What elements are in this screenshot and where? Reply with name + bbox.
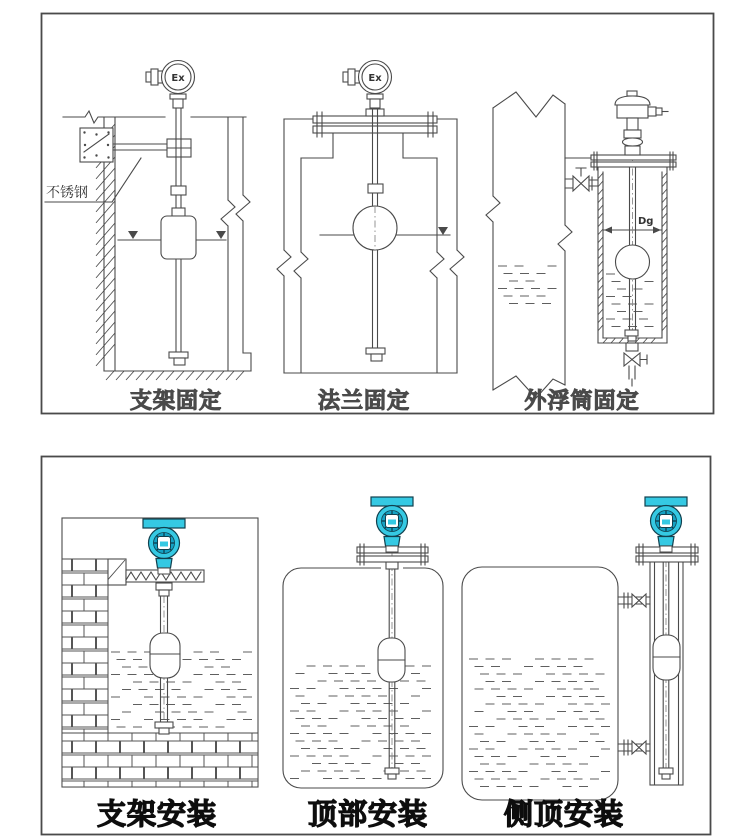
float (353, 206, 397, 250)
float (378, 638, 405, 682)
stem-coupling (171, 186, 186, 195)
figure-bracket-install (62, 518, 258, 787)
tank (283, 568, 443, 788)
caption-external-chamber-fixing: 外浮筒固定 (524, 389, 640, 414)
figure-flange-fixing (277, 61, 464, 374)
transmitter-head (343, 61, 392, 109)
upper-pipe-valve (618, 593, 650, 608)
float (161, 208, 196, 259)
transmitter-head (146, 61, 195, 109)
float (616, 245, 650, 279)
ex-label: Ex (368, 73, 382, 84)
figure-side-top-install (462, 497, 698, 800)
svg-text:不锈钢: 不锈钢 (46, 185, 88, 201)
transmitter-head (615, 91, 668, 155)
lower-pipe-valve (618, 740, 650, 755)
wall-top-line (63, 111, 165, 123)
stem-foot (169, 352, 188, 365)
figure-top-install (283, 497, 443, 788)
stem-foot (155, 722, 173, 734)
ground-hatch (104, 371, 251, 380)
water (111, 652, 252, 727)
water (290, 666, 431, 779)
figure-bracket-fixing (45, 61, 251, 381)
stem-foot (366, 348, 385, 361)
bracket-plate (80, 128, 113, 162)
mounting-shelf (108, 559, 204, 596)
float (150, 633, 180, 678)
figure-external-chamber-fixing (486, 91, 676, 398)
stem-coupling (386, 562, 398, 569)
tank-water (498, 266, 557, 304)
caption-top-install: 顶部安装 (307, 797, 429, 831)
stem-coupling (368, 184, 383, 193)
support-arm (113, 139, 191, 157)
caption-bracket-fixing: 支架固定 (129, 389, 223, 414)
svg-text:Dg: Dg (638, 216, 654, 227)
tank-column (486, 92, 572, 398)
water (469, 659, 610, 787)
installation-methods-diagram (40, 455, 713, 838)
transmitter-head-teal (143, 519, 185, 574)
transmitter-head-teal (371, 497, 413, 552)
caption-side-top-install: 侧顶安装 (503, 797, 625, 831)
transmitter-head-teal (645, 497, 687, 552)
caption-bracket-install: 支架安装 (96, 797, 218, 831)
ex-label: Ex (171, 73, 185, 84)
stem-foot (385, 768, 399, 779)
stainless-steel-label (45, 158, 141, 202)
mounting-flange (313, 109, 437, 137)
tank-walls (221, 117, 251, 371)
stem-foot (625, 330, 638, 341)
drain-valve (624, 343, 647, 386)
float (653, 635, 680, 680)
caption-flange-fixing: 法兰固定 (317, 389, 411, 414)
fixing-methods-diagram (40, 12, 716, 416)
tank (462, 567, 618, 800)
